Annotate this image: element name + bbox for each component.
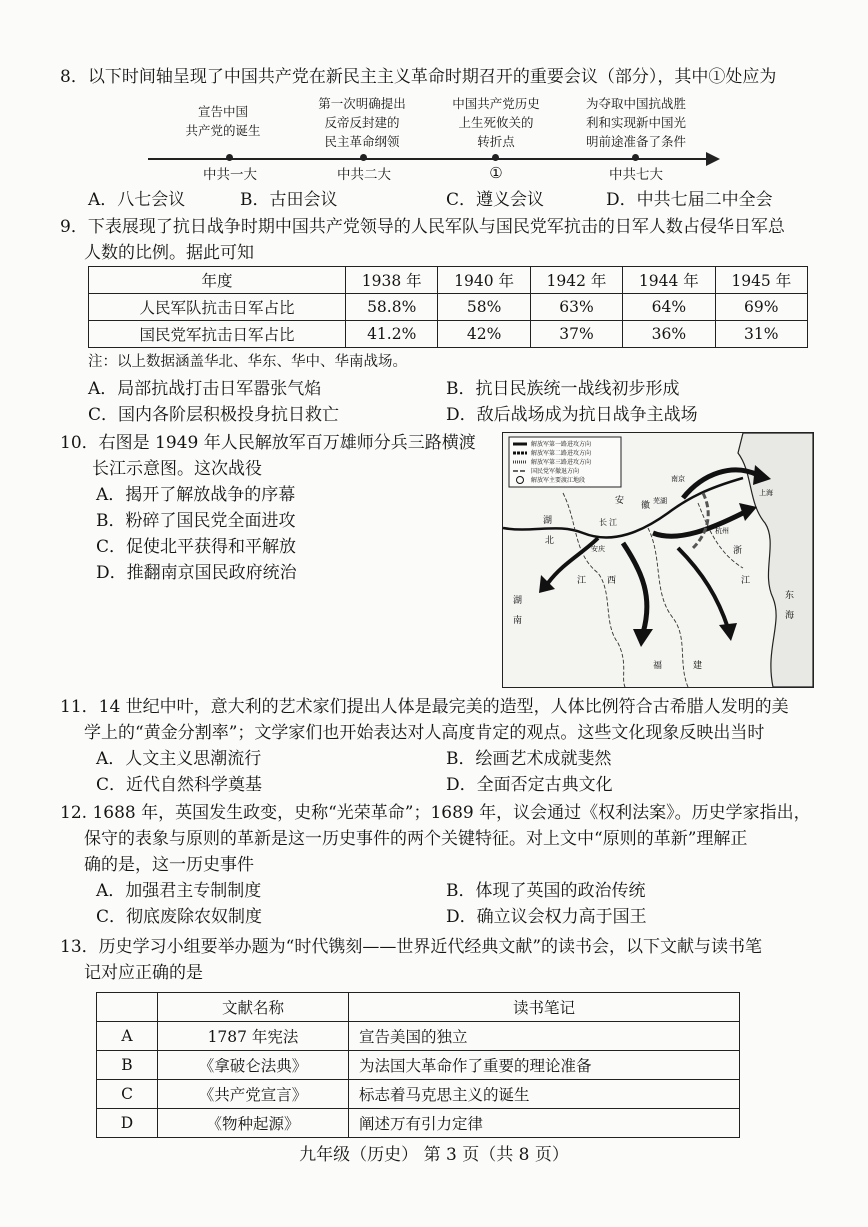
table-cell: 42% [438, 321, 530, 348]
q11-stem: 11．14 世纪中叶，意大利的艺术家们提出人体是最完美的造型，人体比例符合古希腊人发明的美 [60, 697, 789, 717]
table-cell: B [97, 1051, 158, 1080]
map-label: 北 [545, 536, 555, 546]
q10-option-c[interactable]: C．促使北平获得和平解放 [96, 537, 297, 557]
table-cell: 63% [530, 294, 622, 321]
q13-stem: 记对应正确的是 [84, 963, 203, 983]
attack-arrow-middle [653, 513, 743, 536]
table-cell: 为法国大革命作了重要的理论准备 [349, 1051, 740, 1080]
timeline-point [632, 154, 639, 161]
q11-option-b[interactable]: B．绘画艺术成就斐然 [446, 749, 612, 769]
table-header-cell: 1944 年 [623, 267, 715, 294]
map-label: 安庆 [591, 545, 605, 553]
map-label: 湖 [543, 516, 553, 526]
q12-option-a[interactable]: A．加强君主专制制度 [96, 881, 262, 901]
q13-stem: 13．历史学习小组要举办题为“时代镌刻——世界近代经典文献”的读书会，以下文献与读书笔 [60, 937, 763, 957]
map-label: 安 [615, 496, 625, 506]
timeline-point [360, 154, 367, 161]
timeline-text: 上生死攸关的 [458, 115, 534, 130]
map-label: 江 [609, 518, 617, 527]
table-cell: 标志着马克思主义的诞生 [349, 1080, 740, 1109]
map-label: 东 [785, 591, 795, 601]
table-cell: 41.2% [346, 321, 438, 348]
q11-option-a[interactable]: A．人文主义思潮流行 [96, 749, 262, 769]
table-cell: 国民党军抗击日军占比 [89, 321, 346, 348]
map-label: 长 [599, 518, 607, 527]
map-label: 西 [607, 576, 617, 586]
table-header-cell: 1938 年 [346, 267, 438, 294]
table-header-cell: 文献名称 [158, 993, 349, 1022]
q12-stem: 12. 1688 年，英国发生政变，史称“光荣革命”；1689 年，议会通过《权利法案》。历史学家指出， [60, 803, 811, 823]
map-graphic [503, 433, 813, 687]
q12-option-b[interactable]: B．体现了英国的政治传统 [446, 881, 646, 901]
timeline-label: 中共七大 [609, 167, 663, 183]
timeline-text: 转折点 [477, 134, 515, 149]
timeline-event-4-text [566, 94, 706, 151]
timeline-event-1-text [168, 102, 278, 140]
timeline-event-3-text [436, 94, 556, 151]
map-label: 南 [513, 616, 523, 626]
timeline-point [226, 154, 233, 161]
q12-stem: 保守的表象与原则的革新是这一历史事件的两个关键特征。对上文中“原则的革新”理解正 [84, 829, 748, 849]
timeline-event-2-text [302, 94, 422, 151]
arrow-head-icon [719, 623, 737, 641]
q10-option-a[interactable]: A．揭开了解放战争的序幕 [96, 485, 296, 505]
table-cell: 人民军队抗击日军占比 [89, 294, 346, 321]
q9-option-c[interactable]: C．国内各阶层积极投身抗日救亡 [88, 405, 340, 425]
table-row [89, 294, 808, 321]
table-cell: D [97, 1109, 158, 1138]
q8-option-c[interactable]: C．遵义会议 [446, 190, 545, 210]
timeline-text: 为夺取中国抗战胜 [585, 96, 686, 111]
timeline-text: 宣告中国 [197, 104, 248, 119]
table-row [89, 321, 808, 348]
q12-option-d[interactable]: D．确立议会权力高于国王 [446, 907, 647, 927]
retreat-arrow [693, 493, 708, 548]
timeline-text: 第一次明确提出 [318, 96, 406, 111]
attack-arrow-south [623, 543, 647, 633]
table-cell: C [97, 1080, 158, 1109]
table-cell: 阐述万有引力定律 [349, 1109, 740, 1138]
map-label: 海 [785, 611, 795, 621]
q8-option-b[interactable]: B．古田会议 [240, 190, 338, 210]
table-cell: 36% [623, 321, 715, 348]
attack-arrow-southeast [678, 548, 728, 628]
table-cell: 宣告美国的独立 [349, 1022, 740, 1051]
table-header-cell: 读书笔记 [349, 993, 740, 1022]
q8-stem: 8．以下时间轴呈现了中国共产党在新民主主义革命时期召开的重要会议（部分），其中①处应为 [60, 67, 777, 87]
timeline-text: 明前途准备了条件 [585, 134, 686, 149]
table-cell: 37% [530, 321, 622, 348]
q9-option-a[interactable]: A．局部抗战打击日军嚣张气焰 [88, 379, 322, 399]
table-cell: 1787 年宪法 [158, 1022, 349, 1051]
table-row [97, 1080, 740, 1109]
map-label: 湖 [513, 596, 523, 606]
map-label: 杭州 [715, 527, 729, 535]
timeline-text: 中国共产党历史 [452, 96, 540, 111]
legend-entry: 解放军第一路进攻方向 [531, 441, 592, 448]
q11-option-c[interactable]: C．近代自然科学奠基 [96, 775, 263, 795]
table-header-cell: 年度 [89, 267, 346, 294]
arrow-head-icon [633, 629, 653, 647]
table-cell: 58% [438, 294, 530, 321]
table-header-cell [97, 993, 158, 1022]
table-cell: A [97, 1022, 158, 1051]
table-row [97, 1051, 740, 1080]
table-row [97, 1109, 740, 1138]
province-border [698, 503, 743, 568]
map-label: 江 [741, 576, 751, 586]
legend-entry: 解放军第二路进攻方向 [531, 450, 592, 457]
q10-stem: 长江示意图。这次战役 [92, 459, 262, 479]
q9-option-d[interactable]: D．敌后战场成为抗日战争主战场 [446, 405, 698, 425]
timeline-label: 中共二大 [337, 167, 391, 183]
table-cell: 《共产党宣言》 [158, 1080, 349, 1109]
table-header-cell: 1945 年 [715, 267, 807, 294]
table-row [97, 1022, 740, 1051]
yangtze-crossing-map [502, 432, 814, 688]
q10-stem: 10．右图是 1949 年人民解放军百万雄师分兵三路横渡 [60, 433, 476, 453]
table-header-cell: 1942 年 [530, 267, 622, 294]
legend-entry: 解放军第三路进攻方向 [531, 459, 592, 466]
timeline-text: 共产党的诞生 [185, 123, 261, 138]
table-cell: 《拿破仑法典》 [158, 1051, 349, 1080]
map-label: 江 [577, 576, 587, 586]
timeline-arrow-icon [706, 152, 720, 166]
page-footer: 九年级（历史） 第 3 页（共 8 页） [299, 1145, 569, 1165]
map-label: 浙 [733, 546, 743, 556]
table-header-row [89, 267, 808, 294]
timeline-text: 反帝反封建的 [324, 115, 400, 130]
legend-entry: 国民党军撤退方向 [531, 468, 580, 475]
map-label: 徽 [641, 501, 651, 511]
timeline-point [492, 154, 499, 161]
q9-note: 注：以上数据涵盖华北、华东、华中、华南战场。 [88, 354, 407, 370]
q9-stem: 人数的比例。据此可知 [84, 243, 254, 263]
map-label: 芜湖 [653, 497, 667, 505]
table-cell: 69% [715, 294, 807, 321]
table-cell: 31% [715, 321, 807, 348]
map-label: 建 [693, 661, 703, 671]
q9-table [88, 266, 808, 348]
timeline-label: ① [489, 164, 503, 182]
table-cell: 64% [623, 294, 715, 321]
map-label: 上海 [759, 489, 773, 497]
q11-option-d[interactable]: D．全面否定古典文化 [446, 775, 613, 795]
map-label: 南京 [671, 475, 685, 483]
timeline-label: 中共一大 [203, 167, 257, 183]
table-header-row [97, 993, 740, 1022]
q11-stem: 学上的“黄金分割率”；文学家们也开始表达对人高度肯定的观点。这些文化现象反映出当时 [84, 723, 765, 743]
table-header-cell: 1940 年 [438, 267, 530, 294]
q8-option-d[interactable]: D．中共七届二中全会 [606, 190, 773, 210]
q9-stem: 9．下表展现了抗日战争时期中国共产党领导的人民军队与国民党军抗击的日军人数占侵华日军总 [60, 217, 785, 237]
q12-option-c[interactable]: C．彻底废除农奴制度 [96, 907, 263, 927]
q10-option-b[interactable]: B．粉碎了国民党全面进攻 [96, 511, 296, 531]
map-label: 福 [653, 661, 663, 671]
timeline-text: 民主革命纲领 [324, 134, 400, 149]
q8-option-a[interactable]: A．八七会议 [88, 190, 186, 210]
table-cell: 《物种起源》 [158, 1109, 349, 1138]
legend-entry: 解放军主要渡江地段 [531, 477, 586, 484]
q10-option-d[interactable]: D．推翻南京国民政府统治 [96, 563, 297, 583]
q9-option-b[interactable]: B．抗日民族统一战线初步形成 [446, 379, 680, 399]
table-cell: 58.8% [346, 294, 438, 321]
timeline-text: 利和实现新中国光 [585, 115, 686, 130]
q13-table [96, 992, 740, 1138]
q12-stem: 确的是，这一历史事件 [84, 855, 254, 875]
